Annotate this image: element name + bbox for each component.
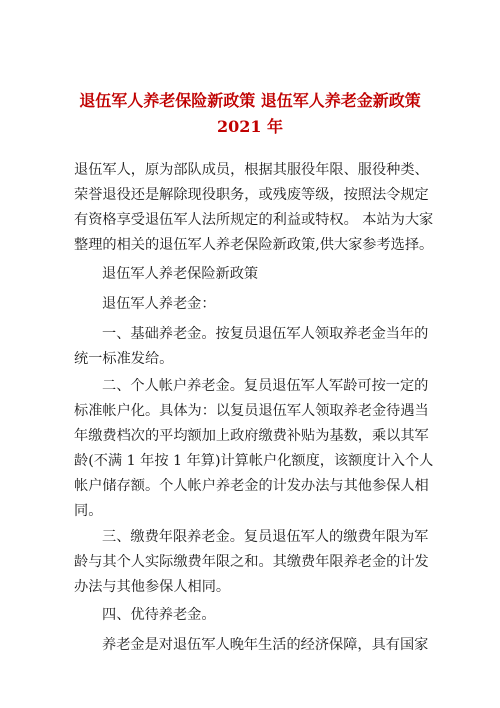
- paragraph-line: 二、个人帐户养老金。复员退伍军人军龄可按一定的: [102, 378, 429, 394]
- paragraph-line: 退伍军人，原为部队成员，根据其服役年限、服役种类、: [74, 162, 429, 178]
- paragraph-pension-heading: [74, 292, 434, 317]
- paragraph-line: 退伍军人养老保险新政策: [102, 266, 259, 282]
- paragraph-line: 帐户储存额。个人帐户养老金的计发办法与其他参保人相: [74, 478, 429, 494]
- paragraph-line: 荣誉退役还是解除现役职务，或残废等级，按照法令规定: [74, 187, 429, 203]
- paragraph-line: 整理的相关的退伍军人养老保险新政策,供大家参考选择。: [74, 237, 434, 253]
- paragraph-line: 标准帐户化。具体为：以复员退伍军人领取养老金待遇当: [74, 403, 429, 419]
- paragraph-basic-pension: [74, 322, 434, 372]
- paragraph-contribution-years: [74, 525, 434, 600]
- paragraph-line: 办法与其他参保人相同。: [74, 579, 231, 595]
- paragraph-subheading: [74, 262, 434, 287]
- document-title-line-2: 2021 年: [216, 117, 284, 136]
- document-title-line-1: 退伍军人养老保险新政策 退伍军人养老金新政策: [79, 91, 421, 110]
- paragraph-pension-note: [74, 633, 434, 658]
- paragraph-personal-account: [74, 374, 434, 524]
- paragraph-line: 四、优待养老金。: [102, 607, 216, 623]
- paragraph-line: 退伍军人养老金：: [102, 296, 216, 312]
- paragraph-line: 一、基础养老金。按复员退伍军人领取养老金当年的: [102, 326, 429, 342]
- paragraph-line: 年缴费档次的平均额加上政府缴费补贴为基数，乘以其军: [74, 428, 429, 444]
- paragraph-intro: [74, 158, 434, 258]
- paragraph-line: 有资格享受退伍军人法所规定的利益或特权。 本站为大家: [74, 212, 434, 228]
- paragraph-preferential: [74, 603, 434, 628]
- paragraph-line: 同。: [74, 503, 103, 519]
- paragraph-line: 统一标准发给。: [74, 351, 174, 367]
- paragraph-line: 三、缴费年限养老金。复员退伍军人的缴费年限为军: [102, 529, 429, 545]
- paragraph-line: 龄与其个人实际缴费年限之和。其缴费年限养老金的计发: [74, 554, 429, 570]
- paragraph-line: 龄(不满 1 年按 1 年算)计算帐户化额度，该额度计入个人: [74, 453, 434, 469]
- paragraph-line: 养老金是对退伍军人晚年生活的经济保障，具有国家: [102, 637, 429, 653]
